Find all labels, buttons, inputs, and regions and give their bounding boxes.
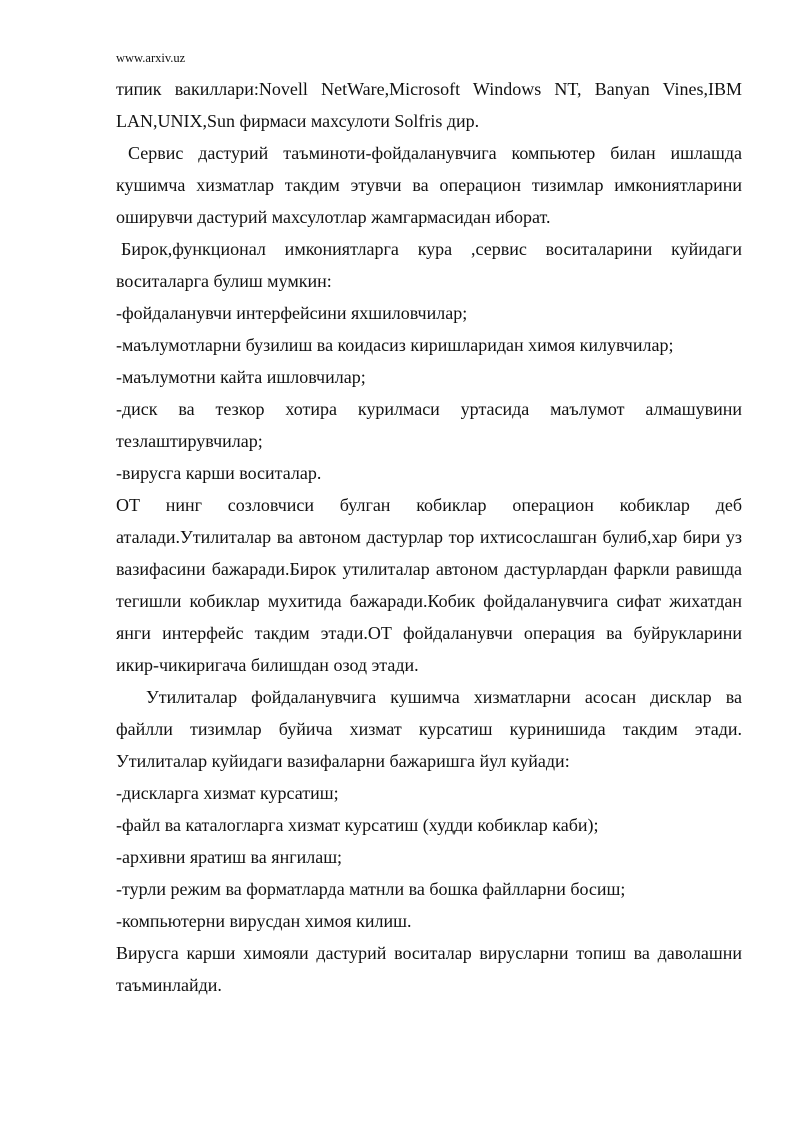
paragraph-os-examples: типик вакиллари:Novell NetWare,Microsoft Windows NT, Banyan Vines,IBM LAN,UNIX,Sun фирмаси махсулоти Solfris дир. [116, 79, 742, 131]
list-item: -дискларга хизмат курсатиш; [116, 783, 339, 803]
list-item: -фойдаланувчи интерфейсини яхшиловчилар; [116, 303, 468, 323]
list-item: -маълумотни кайта ишловчилар; [116, 367, 366, 387]
list-item: -вирусга карши воситалар. [116, 463, 322, 483]
list-item: -маълумотларни бузилиш ва коидасиз киришларидан химоя килувчилар; [116, 335, 674, 355]
list-item: -турли режим ва форматларда матнли ва бошка файлларни босиш; [116, 879, 626, 899]
paragraph-shells: ОТ нинг созловчиси булган кобиклар операцион кобиклар деб аталади.Утилиталар ва автоном дастурлар тор ихтисослашган булиб,хар бири уз вазифасини бажаради.Бирок утилиталар автоном дастурлардан фаркли равишда тегишли кобиклар мухитида бажаради.Кобик фойдаланувчига сифат жихатдан янги интерфейс такдим этади.ОТ фойдаланувчи операция ва буйрукларини икир-чикиригача билишдан озод этади. [116, 495, 742, 675]
paragraph-service-software: Сервис дастурий таъминоти-фойдаланувчига компьютер билан ишлашда кушимча хизматлар такдим этувчи ва операцион тизимлар имкониятларини оширувчи дастурий махсулотлар жамгармасидан иборат. [116, 143, 742, 227]
document-body [116, 73, 742, 1001]
list-item: -архивни яратиш ва янгилаш; [116, 847, 343, 867]
list-item: -файл ва каталогларга хизмат курсатиш (худди кобиклар каби); [116, 815, 599, 835]
list-item: -компьютерни вирусдан химоя килиш. [116, 911, 412, 931]
paragraph-service-classification: Бирок,функционал имкониятларга кура ,сервис воситаларини куйидаги воситаларга булиш мумкин: [116, 239, 742, 291]
list-item: -диск ва тезкор хотира курилмаси уртасида маълумот алмашувини тезлаштирувчилар; [116, 399, 742, 451]
page-header-url: www.arxiv.uz [116, 51, 186, 65]
paragraph-antivirus: Вирусга карши химояли дастурий воситалар вирусларни топиш ва даволашни таъминлайди. [116, 943, 742, 995]
paragraph-utilities: Утилиталар фойдаланувчига кушимча хизматларни асосан дисклар ва файлли тизимлар буйича хизмат курсатиш куринишида такдим этади. Утилиталар куйидаги вазифаларни бажаришга йул куйади: [116, 687, 742, 771]
